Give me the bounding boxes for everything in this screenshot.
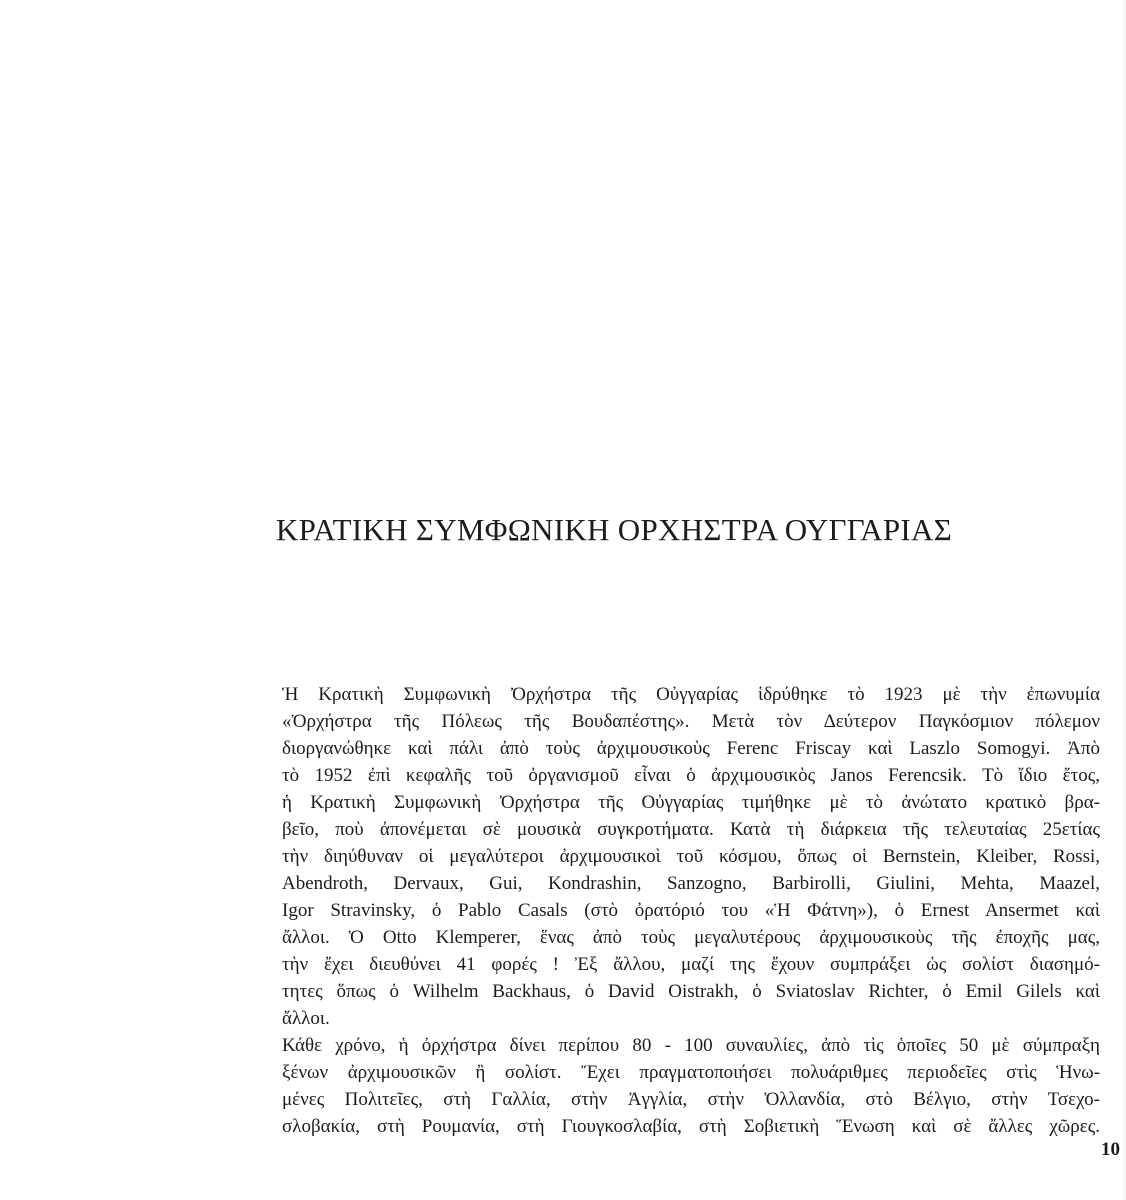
text-line: βεῖο, ποὺ ἀπονέμεται σὲ μουσικὰ συγκροτήματα. Κατὰ τὴ διάρκεια τῆς τελευταίας 25ετίας	[282, 819, 1100, 840]
text-line: μένες Πολιτεῖες, στὴ Γαλλία, στὴν Ἀγγλία, στὴν Ὁλλανδία, στὸ Βέλγιο, στὴν Τσεχο-	[282, 1089, 1100, 1110]
text-line: Κάθε χρόνο, ἡ ὀρχήστρα δίνει περίπου 80 - 100 συναυλίες, ἀπὸ τὶς ὁποῖες 50 μὲ σύμπραξη	[282, 1035, 1100, 1056]
text-line: «Ὀρχήστρα τῆς Πόλεως τῆς Βουδαπέστης». Μετὰ τὸν Δεύτερον Παγκόσμιον πόλεμον	[282, 711, 1100, 732]
scan-edge	[1122, 0, 1126, 1200]
text-line: ἄλλοι.	[282, 1008, 330, 1029]
text-line: σλοβακία, στὴ Ρουμανία, στὴ Γιουγκοσλαβία, στὴ Σοβιετικὴ Ἕνωση καὶ σὲ ἄλλες χῶρες.	[282, 1116, 1100, 1137]
text-line: ἄλλοι. Ὁ Otto Klemperer, ἕνας ἀπὸ τοὺς μεγαλυτέρους ἀρχιμουσικοὺς τῆς ἐποχῆς μας,	[282, 927, 1100, 948]
text-line: τὴν ἔχει διευθύνει 41 φορές ! Ἐξ ἄλλου, μαζί της ἔχουν συμπράξει ὡς σολίστ διασημό-	[282, 954, 1100, 975]
text-line: τητες ὅπως ὁ Wilhelm Backhaus, ὁ David Oistrakh, ὁ Sviatoslav Richter, ὁ Emil Gilels καὶ	[282, 981, 1100, 1002]
page-number: 10	[1101, 1139, 1120, 1160]
text-line: Igor Stravinsky, ὁ Pablo Casals (στὸ ὀρατόριό του «Ἡ Φάτνη»), ὁ Ernest Ansermet καὶ	[282, 900, 1100, 921]
text-line: διοργανώθηκε καὶ πάλι ἀπὸ τοὺς ἀρχιμουσικοὺς Ferenc Friscay καὶ Laszlo Somogyi. Ἀπὸ	[282, 738, 1100, 759]
text-line: τὸ 1952 ἐπὶ κεφαλῆς τοῦ ὀργανισμοῦ εἶναι ὁ ἀρχιμουσικὸς Janos Ferencsik. Τὸ ἴδιο ἔτος,	[282, 765, 1100, 786]
page-title: ΚΡΑΤΙΚΗ ΣΥΜΦΩΝΙΚΗ ΟΡΧΗΣΤΡΑ ΟΥΓΓΑΡΙΑΣ	[275, 512, 953, 547]
body-text	[282, 681, 1100, 1140]
text-line: ξένων ἀρχιμουσικῶν ἢ σολίστ. Ἔχει πραγματοποιήσει πολυάριθμες περιοδεῖες στὶς Ἡνω-	[282, 1062, 1100, 1083]
text-line: ἡ Κρατικὴ Συμφωνικὴ Ὀρχήστρα τῆς Οὐγγαρίας τιμήθηκε μὲ τὸ ἀνώτατο κρατικὸ βρα-	[282, 792, 1100, 813]
text-line: Abendroth, Dervaux, Gui, Kondrashin, Sanzogno, Barbirolli, Giulini, Mehta, Maazel,	[282, 873, 1100, 894]
text-line: Ἡ Κρατικὴ Συμφωνικὴ Ὀρχήστρα τῆς Οὐγγαρίας ἱδρύθηκε τὸ 1923 μὲ τὴν ἐπωνυμία	[282, 684, 1100, 705]
paragraph	[282, 681, 1100, 1032]
paragraph	[282, 1032, 1100, 1140]
text-line: τὴν διηύθυναν οἱ μεγαλύτεροι ἀρχιμουσικοὶ τοῦ κόσμου, ὅπως οἱ Bernstein, Kleiber, Rossi,	[282, 846, 1100, 867]
